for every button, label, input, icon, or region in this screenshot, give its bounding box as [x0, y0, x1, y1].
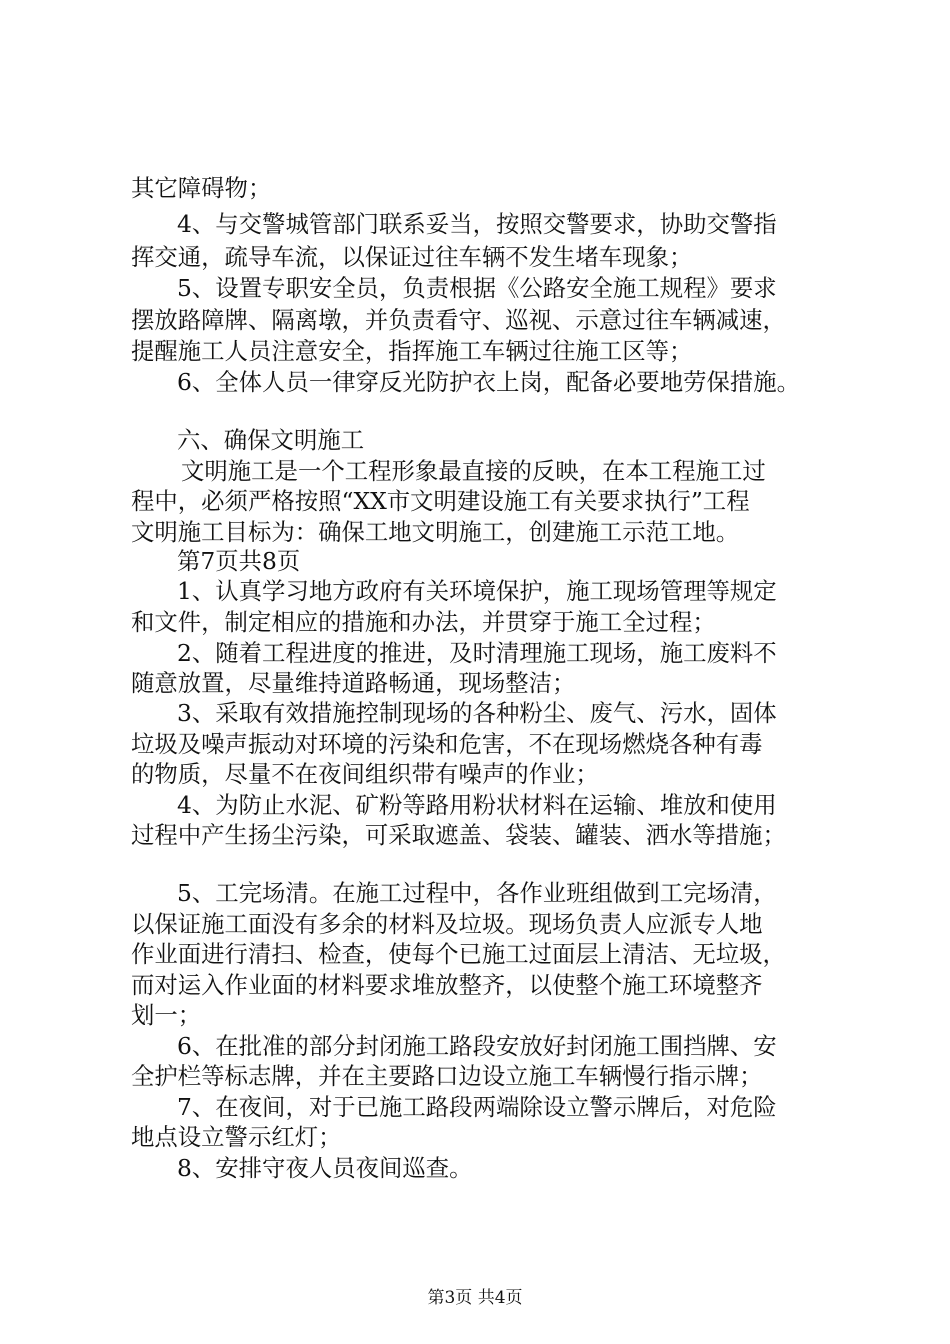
- text-line: 垃圾及噪声振动对环境的污染和危害，不在现场燃烧各种有毒: [131, 730, 763, 758]
- text-line: 1、认真学习地方政府有关环境保护，施工现场管理等规定: [177, 577, 777, 605]
- text-line: 地点设立警示红灯；: [131, 1123, 342, 1151]
- text-line: 而对运入作业面的材料要求堆放整齐，以使整个施工环境整齐: [131, 971, 763, 999]
- text-line: 作业面进行清扫、检查，使每个已施工过面层上清洁、无垃圾，: [131, 940, 786, 968]
- text-line: 全护栏等标志牌，并在主要路口边设立施工车辆慢行指示牌；: [131, 1062, 763, 1090]
- text-line: 8、安排守夜人员夜间巡查。: [177, 1154, 473, 1182]
- text-line: 提醒施工人员注意安全，指挥施工车辆过往施工区等；: [131, 337, 693, 365]
- text-line: 和文件，制定相应的措施和办法，并贯穿于施工全过程；: [131, 608, 716, 636]
- text-line: 挥交通，疏导车流，以保证过往车辆不发生堵车现象；: [131, 243, 693, 271]
- text-line: 5、工完场清。在施工过程中，各作业班组做到工完场清，: [177, 879, 777, 907]
- text-line: 随意放置，尽量维持道路畅通，现场整洁；: [131, 669, 576, 697]
- page-footer: 第3页 共4页: [427, 1288, 523, 1308]
- text-line: 2、随着工程进度的推进，及时清理施工现场，施工废料不: [177, 639, 777, 667]
- text-line: 6、全体人员一律穿反光防护衣上岗，配备必要地劳保措施。: [177, 368, 801, 396]
- text-line: 的物质，尽量不在夜间组织带有噪声的作业；: [131, 760, 599, 788]
- text-line: 文明施工是一个工程形象最直接的反映，在本工程施工过: [181, 457, 766, 485]
- text-line: 划一；: [131, 1001, 202, 1029]
- inline-page-number: 第7页共8页: [177, 547, 301, 575]
- text-line: 过程中产生扬尘污染，可采取遮盖、袋装、罐装、洒水等措施；: [131, 821, 786, 849]
- text-line: 程中，必须严格按照“XX市文明建设施工有关要求执行”工程: [131, 487, 750, 515]
- text-line: 4、为防止水泥、矿粉等路用粉状材料在运输、堆放和使用: [177, 791, 777, 819]
- text-line: 文明施工目标为：确保工地文明施工，创建施工示范工地。: [131, 518, 740, 546]
- text-line: 3、采取有效措施控制现场的各种粉尘、废气、污水，固体: [177, 699, 777, 727]
- text-line: 6、在批准的部分封闭施工路段安放好封闭施工围挡牌、安: [177, 1032, 777, 1060]
- text-line: 4、与交警城管部门联系妥当，按照交警要求，协助交警指: [177, 210, 777, 238]
- text-line: 7、在夜间，对于已施工路段两端除设立警示牌后，对危险: [177, 1093, 777, 1121]
- section-heading: 六、确保文明施工: [177, 426, 365, 454]
- text-line: 摆放路障牌、隔离墩，并负责看守、巡视、示意过往车辆减速，: [131, 306, 786, 334]
- text-line: 以保证施工面没有多余的材料及垃圾。现场负责人应派专人地: [131, 910, 763, 938]
- text-line: 其它障碍物；: [131, 174, 272, 202]
- text-line: 5、设置专职安全员，负责根据《公路安全施工规程》要求: [177, 274, 777, 302]
